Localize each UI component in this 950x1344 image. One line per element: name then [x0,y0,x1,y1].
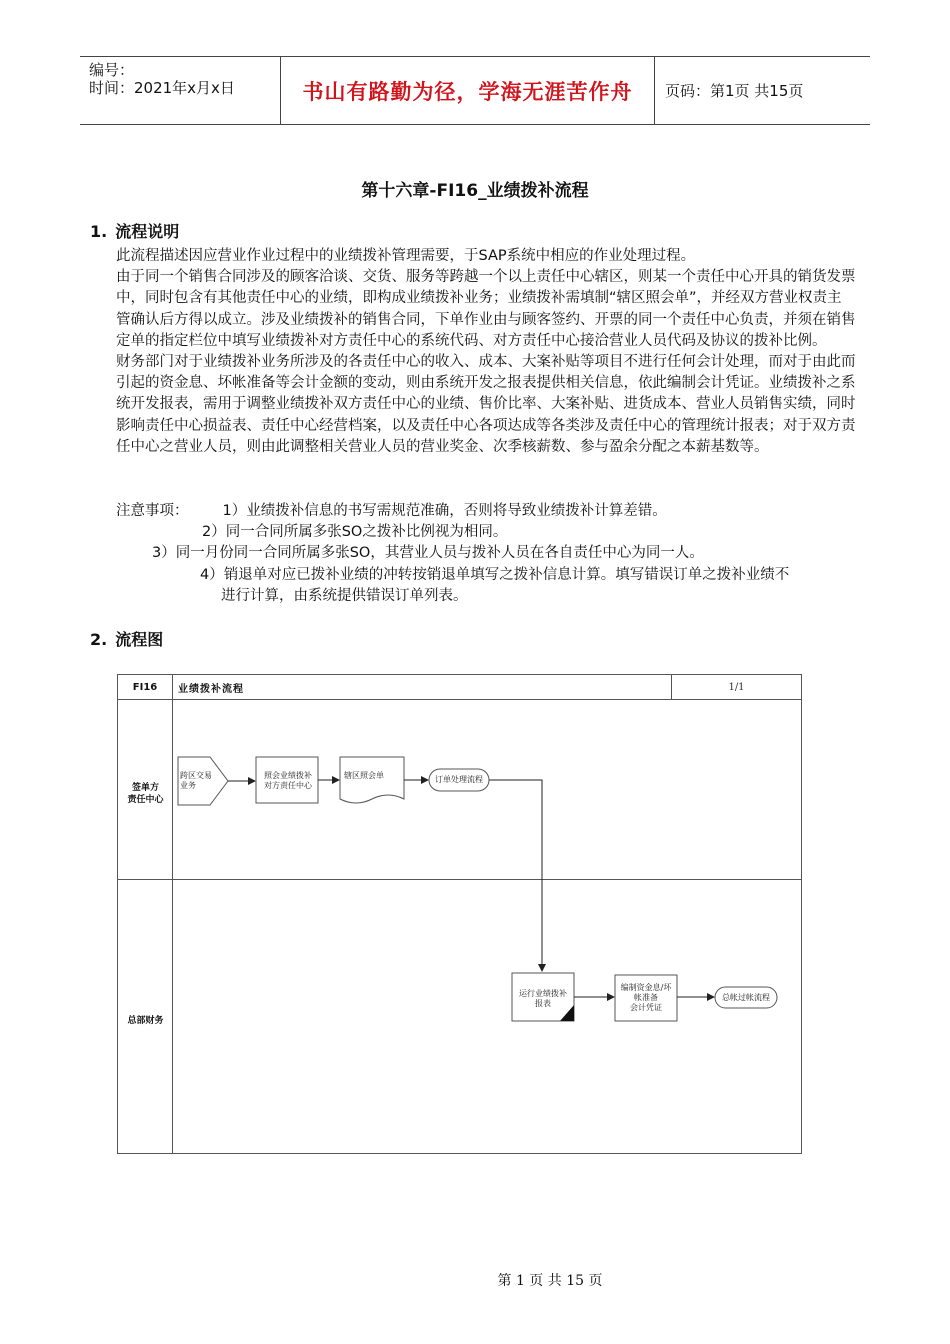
note-item: 2）同一合同所属多张SO之拨补比例视为相同。 [202,524,508,541]
voucher-node-label [615,983,677,1013]
section-number: 1. [90,222,108,241]
paragraph: 由于同一个销售合同涉及的顾客洽谈、交货、服务等跨越一个以上责任中心辖区，则某一个责任中心开具的销货发票中，同时包含有其他责任中心的业绩，即构成业绩拨补业务；业绩拨补需填制“辖区照会单”，并经双方营业权责主管确认后方得以成立。涉及业绩拨补的销售合同，下单作业由与顾客签约、开票的同一个责任中心负责，并须在销售定单的指定栏位中填写业绩拨补对方责任中心的系统代码、对方责任中心接洽营业人员代码及协议的拨补比例。 [116,269,856,349]
doc-time-label: 时间：2021年x月x日 [89,79,235,97]
flowchart-name: 业绩拨补流程 [178,683,244,695]
node-text: 运行业绩拨补 [519,989,567,998]
connector [489,780,542,971]
report-node-label [514,989,572,1009]
node-text: 照会业绩拨补 [264,771,312,780]
page-title: 第十六章-FI16_业绩拨补流程 [361,181,589,201]
header-page-label: 页码：第1页 共15页 [665,82,804,100]
page-footer: 第 1 页 共 15 页 [497,1273,603,1289]
paragraph: 此流程描述因应营业作业过程中的业绩拨补管理需要，于SAP系统中相应的作业处理过程。 [116,248,696,264]
fill-node-label [260,771,316,791]
note-line [116,501,856,522]
paragraph: 财务部门对于业绩拨补业务所涉及的各责任中心的收入、成本、大案补贴等项目不进行任何会计处理，而对于由此而引起的资金息、坏帐准备等会计金额的变动，则由系统开发之报表提供相关信息，依此编制会计凭证。业绩拨补之系统开发报表，需用于调整业绩拨补双方责任中心的业绩、售价比率、大案补贴、进货成本、营业人员销售实绩，同时影响责任中心损益表、责任中心经营档案，以及责任中心各项达成等各类涉及责任中心的管理统计报表；对于双方责任中心之营业人员，则由此调整相关营业人员的营业奖金、次季核薪数、参与盈余分配之本薪基数等。 [116,354,856,455]
node-text: 会计凭证 [630,1003,662,1012]
start-node-label [180,771,212,791]
section1-body [116,246,856,458]
node-text: 编制资金息/坏 [620,983,672,992]
node-text: 业务 [180,781,196,790]
gl-node-label: 总帐过帐流程 [722,993,770,1002]
page-header [80,56,870,125]
node-text: 对方责任中心 [264,781,312,790]
section-heading-1 [90,219,179,242]
notes-block [116,501,856,607]
note-item: 3）同一月份同一合同所属多张SO，其营业人员与拨补人员在各自责任中心为同一人。 [152,545,704,562]
section-title: 流程图 [115,630,164,649]
node-text: 跨区交易 [180,771,212,780]
lane-label-line: 签单方 [131,783,159,793]
order-node-label: 订单处理流程 [435,775,483,784]
doc-number-label: 编号： [89,61,135,79]
note-item: 4）销退单对应已拨补业绩的冲转按销退单填写之拨补信息计算。填写错误订单之拨补业绩不 [200,566,790,583]
flowchart-page: 1/1 [671,675,801,699]
lane-label-line: 总部财务 [127,1016,164,1026]
flowchart-id: FI16 [118,675,173,699]
header-meta [80,57,281,124]
lane-label-line: 责任中心 [127,795,164,805]
flowchart [117,674,802,1154]
note-item: 1）业绩拨补信息的书写需规范准确，否则将导致业绩拨补计算差错。 [222,503,667,519]
flowchart-shapes [118,675,803,1155]
section-title: 流程说明 [115,222,180,241]
node-text: 报表 [535,999,551,1008]
section-heading-2 [90,627,163,650]
doc-node-label: 辖区照会单 [344,771,384,780]
note-item: 进行计算，由系统提供错误订单列表。 [221,587,468,604]
node-text: 帐准备 [634,993,658,1002]
notes-label: 注意事项： [116,503,189,519]
section-number: 2. [90,630,108,649]
header-motto: 书山有路勤为径，学海无涯苦作舟 [281,57,655,124]
